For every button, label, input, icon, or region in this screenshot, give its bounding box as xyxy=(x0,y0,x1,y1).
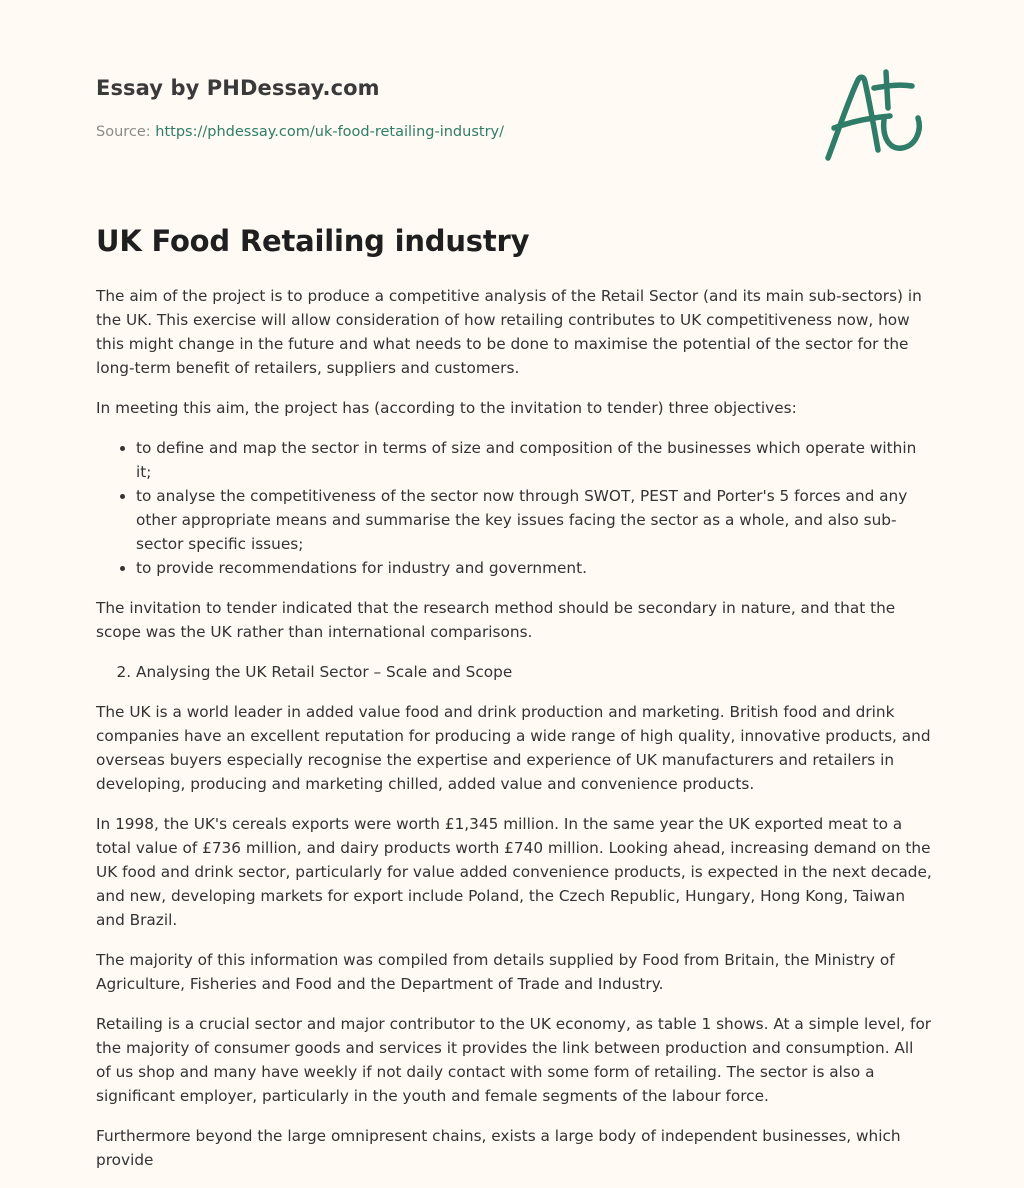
paragraph: The UK is a world leader in added value food and drink production and marketing. British food and drink companies have an excellent reputation for producing a wide range of high quality, innovative products, and overseas buyers especially recognise the expertise and experience of UK manufacturers and retailers in developing, producing and marketing chilled, added value and convenience products. xyxy=(96,703,931,793)
paragraph: The majority of this information was compiled from details supplied by Food from Britain, the Ministry of Agriculture, Fisheries and Food and the Department of Trade and Industry. xyxy=(96,951,895,993)
paragraph: The aim of the project is to produce a competitive analysis of the Retail Sector (and its main sub-sectors) in the UK. This exercise will allow consideration of how retailing contributes to UK competitiveness now, how this might change in the future and what needs to be done to maximise the potential of the sector for the long-term benefit of retailers, suppliers and customers. xyxy=(96,287,922,377)
paragraph: In 1998, the UK's cereals exports were worth £1,345 million. In the same year the UK exported meat to a total value of £736 million, and dairy products worth £740 million. Looking ahead, increasing demand on the UK food and drink sector, particularly for value added convenience products, is expected in the next decade, and new, developing markets for export include Poland, the Czech Republic, Hungary, Hong Kong, Taiwan and Brazil. xyxy=(96,815,932,929)
list-item: • to provide recommendations for industry and government. xyxy=(136,556,932,580)
paragraph: The invitation to tender indicated that the research method should be secondary in nature, and that the scope was the UK rather than international comparisons. xyxy=(96,599,896,641)
a-plus-logo-icon xyxy=(820,66,930,166)
section-heading: 2. Analysing the UK Retail Sector – Scale and Scope xyxy=(136,660,932,684)
objectives-list xyxy=(96,436,932,580)
essay-body xyxy=(96,284,932,1188)
source-link[interactable]: https://phdessay.com/uk-food-retailing-industry/ xyxy=(155,124,504,140)
site-brand: Essay by PHDessay.com xyxy=(96,76,380,100)
paragraph: Retailing is a crucial sector and major contributor to the UK economy, as table 1 shows. At a simple level, for the majority of consumer goods and services it provides the link between production and consumption. All of us shop and many have weekly if not daily contact with some form of retailing. The sector is also a significant employer, particularly in the youth and female segments of the labour force. xyxy=(96,1015,932,1105)
paragraph: In meeting this aim, the project has (according to the invitation to tender) three objectives: xyxy=(96,399,797,417)
list-item: • to analyse the competitiveness of the sector now through SWOT, PEST and Porter's 5 forces and any other appropriate means and summarise the key issues facing the sector as a whole, and also sub-sector specific issues; xyxy=(136,484,932,556)
paragraph: Furthermore beyond the large omnipresent chains, exists a large body of independent businesses, which provide xyxy=(96,1127,901,1169)
source-line xyxy=(96,124,504,140)
source-label: Source: xyxy=(96,124,156,140)
essay-title: UK Food Retailing industry xyxy=(96,224,530,258)
list-item: • to define and map the sector in terms of size and composition of the businesses which operate within it; xyxy=(136,436,932,484)
section-list xyxy=(96,660,932,684)
